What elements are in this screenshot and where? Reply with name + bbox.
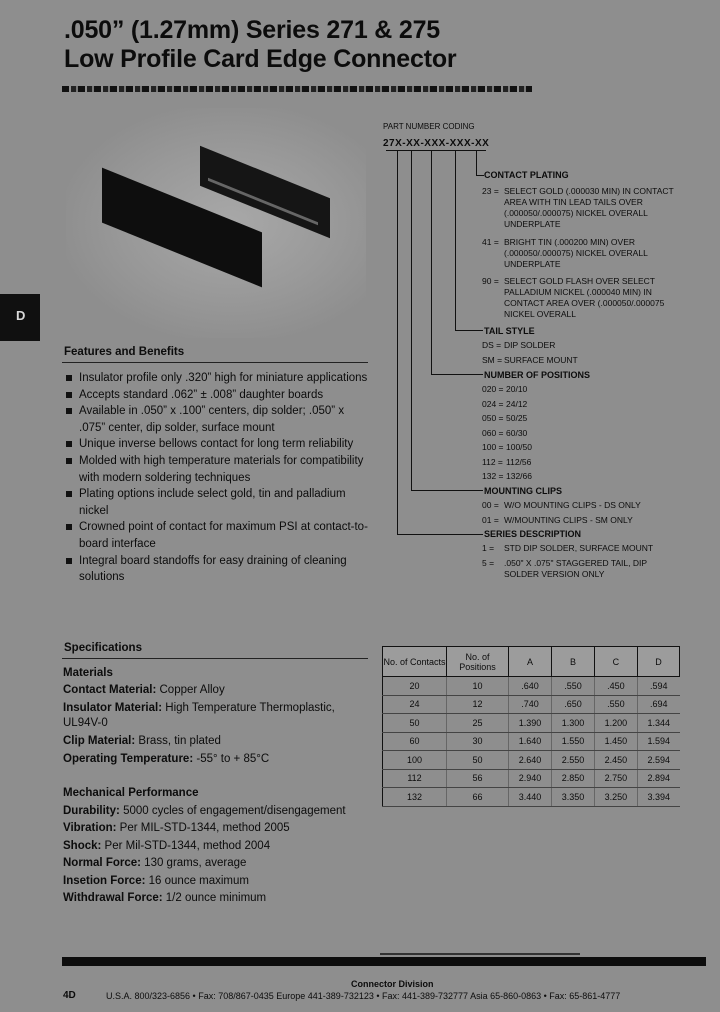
feature-item: Crowned point of contact for maximum PSI at contact-to-board interface — [64, 519, 368, 552]
feature-item: Accepts standard .062” ± .008” daughter boards — [64, 387, 368, 404]
series-heading: SERIES DESCRIPTION — [484, 529, 582, 539]
table-header-row — [383, 647, 680, 677]
contact-plating-heading: CONTACT PLATING — [484, 170, 569, 180]
dimensions-table — [382, 646, 680, 807]
spec-insulator-rating: UL94V-0 — [63, 717, 108, 729]
table-row: 132 66 3.440 3.350 3.250 3.394 — [383, 788, 680, 807]
mechanical-heading: Mechanical Performance — [63, 787, 199, 799]
plating-desc: SELECT GOLD (.000030 MIN) IN CONTACT AREA WITH TIN LEAD TAILS OVER (.000050/.000075) NICKEL OVERALL UNDERPLATE — [504, 186, 674, 229]
tail-style-heading: TAIL STYLE — [484, 326, 535, 336]
leader-positions — [431, 151, 432, 374]
spec-normal-force: Normal Force: 130 grams, average — [63, 857, 247, 869]
col-contacts: No. of Contacts — [383, 647, 447, 677]
plating-desc: SELECT GOLD FLASH OVER SELECT PALLADIUM NICKEL (.000040 MIN) IN CONTACT AREA OVER (.000050/.000075 NICKEL OVERALL — [504, 276, 665, 319]
spec-contact-material: Contact Material: Copper Alloy — [63, 684, 225, 696]
spec-insertion-force: Insetion Force: 16 ounce maximum — [63, 875, 249, 887]
code-underline — [386, 150, 486, 151]
table-row: 24 12 .740 .650 .550 .694 — [383, 695, 680, 714]
col-d: D — [637, 647, 679, 677]
table-row: 60 30 1.640 1.550 1.450 1.594 — [383, 732, 680, 751]
specifications-rule — [62, 658, 368, 659]
specifications-heading: Specifications — [64, 642, 142, 654]
plating-code: 23 = — [482, 186, 499, 196]
spec-withdrawal-force: Withdrawal Force: 1/2 ounce minimum — [63, 892, 267, 904]
mounting-clips-heading: MOUNTING CLIPS — [484, 486, 562, 496]
footer-rule — [62, 957, 706, 966]
leader-plating — [476, 151, 477, 175]
spec-durability: Durability: 5000 cycles of engagement/disengagement — [63, 805, 346, 817]
leader-series-h — [397, 534, 483, 535]
leader-plating-h — [476, 175, 484, 176]
leader-tail-h — [455, 330, 483, 331]
plating-desc: BRIGHT TIN (.000200 MIN) OVER (.000050/.000075) NICKEL OVERALL UNDERPLATE — [504, 237, 648, 269]
section-tab — [0, 294, 40, 341]
feature-item: Available in .050” x .100” centers, dip solder; .050” x .075” center, dip solder, surface mount — [64, 403, 368, 436]
leader-clips-h — [411, 490, 483, 491]
col-a: A — [509, 647, 552, 677]
spec-shock: Shock: Per Mil-STD-1344, method 2004 — [63, 840, 271, 852]
col-c: C — [594, 647, 637, 677]
feature-item: Unique inverse bellows contact for long term reliability — [64, 436, 368, 453]
plating-code: 41 = — [482, 237, 499, 247]
plating-code: 90 = — [482, 276, 499, 286]
table-row: 100 50 2.640 2.550 2.450 2.594 — [383, 751, 680, 770]
footer-contacts: U.S.A. 800/323-6856 • Fax: 708/867-0435 Europe 441-389-732123 • Fax: 441-389-732777 Asia 65-860-0863 • Fax: 65-861-4777 — [106, 991, 621, 1001]
col-b: B — [551, 647, 594, 677]
title-line-1: .050” (1.27mm) Series 271 & 275 — [64, 16, 440, 44]
spec-clip-material: Clip Material: Brass, tin plated — [63, 735, 221, 747]
table-row: 20 10 .640 .550 .450 .594 — [383, 677, 680, 696]
leader-clips — [411, 151, 412, 490]
leader-series — [397, 151, 398, 535]
spec-vibration: Vibration: Per MIL-STD-1344, method 2005 — [63, 822, 290, 834]
page-number: 4D — [63, 990, 76, 1001]
features-rule — [62, 362, 368, 363]
leader-positions-h — [431, 374, 483, 375]
spec-operating-temperature: Operating Temperature: -55° to + 85°C — [63, 753, 270, 765]
col-positions: No. of Positions — [447, 647, 509, 677]
feature-item: Plating options include select gold, tin and palladium nickel — [64, 486, 368, 519]
feature-item: Integral board standoffs for easy draining of cleaning solutions — [64, 553, 368, 586]
title-rule — [62, 86, 532, 92]
footer-division: Connector Division — [351, 979, 434, 989]
part-number-code: 27X-XX-XXX-XXX-XX — [383, 138, 490, 149]
spec-insulator-material: Insulator Material: High Temperature Thermoplastic, — [63, 702, 335, 714]
section-tab-label: D — [16, 308, 26, 323]
title-line-2: Low Profile Card Edge Connector — [64, 45, 457, 73]
feature-item: Molded with high temperature materials for compatibility with modern soldering techniques — [64, 453, 368, 486]
table-row: 112 56 2.940 2.850 2.750 2.894 — [383, 769, 680, 788]
feature-item: Insulator profile only .320” high for miniature applications — [64, 370, 368, 387]
page-title — [64, 16, 704, 74]
part-number-title: PART NUMBER CODING — [383, 122, 475, 131]
table-row: 50 25 1.390 1.300 1.200 1.344 — [383, 714, 680, 733]
features-heading: Features and Benefits — [64, 346, 185, 358]
materials-heading: Materials — [63, 667, 113, 679]
leader-tail — [455, 151, 456, 330]
footer-rule-top — [380, 953, 580, 955]
positions-heading: NUMBER OF POSITIONS — [484, 370, 591, 380]
features-list — [64, 370, 368, 586]
